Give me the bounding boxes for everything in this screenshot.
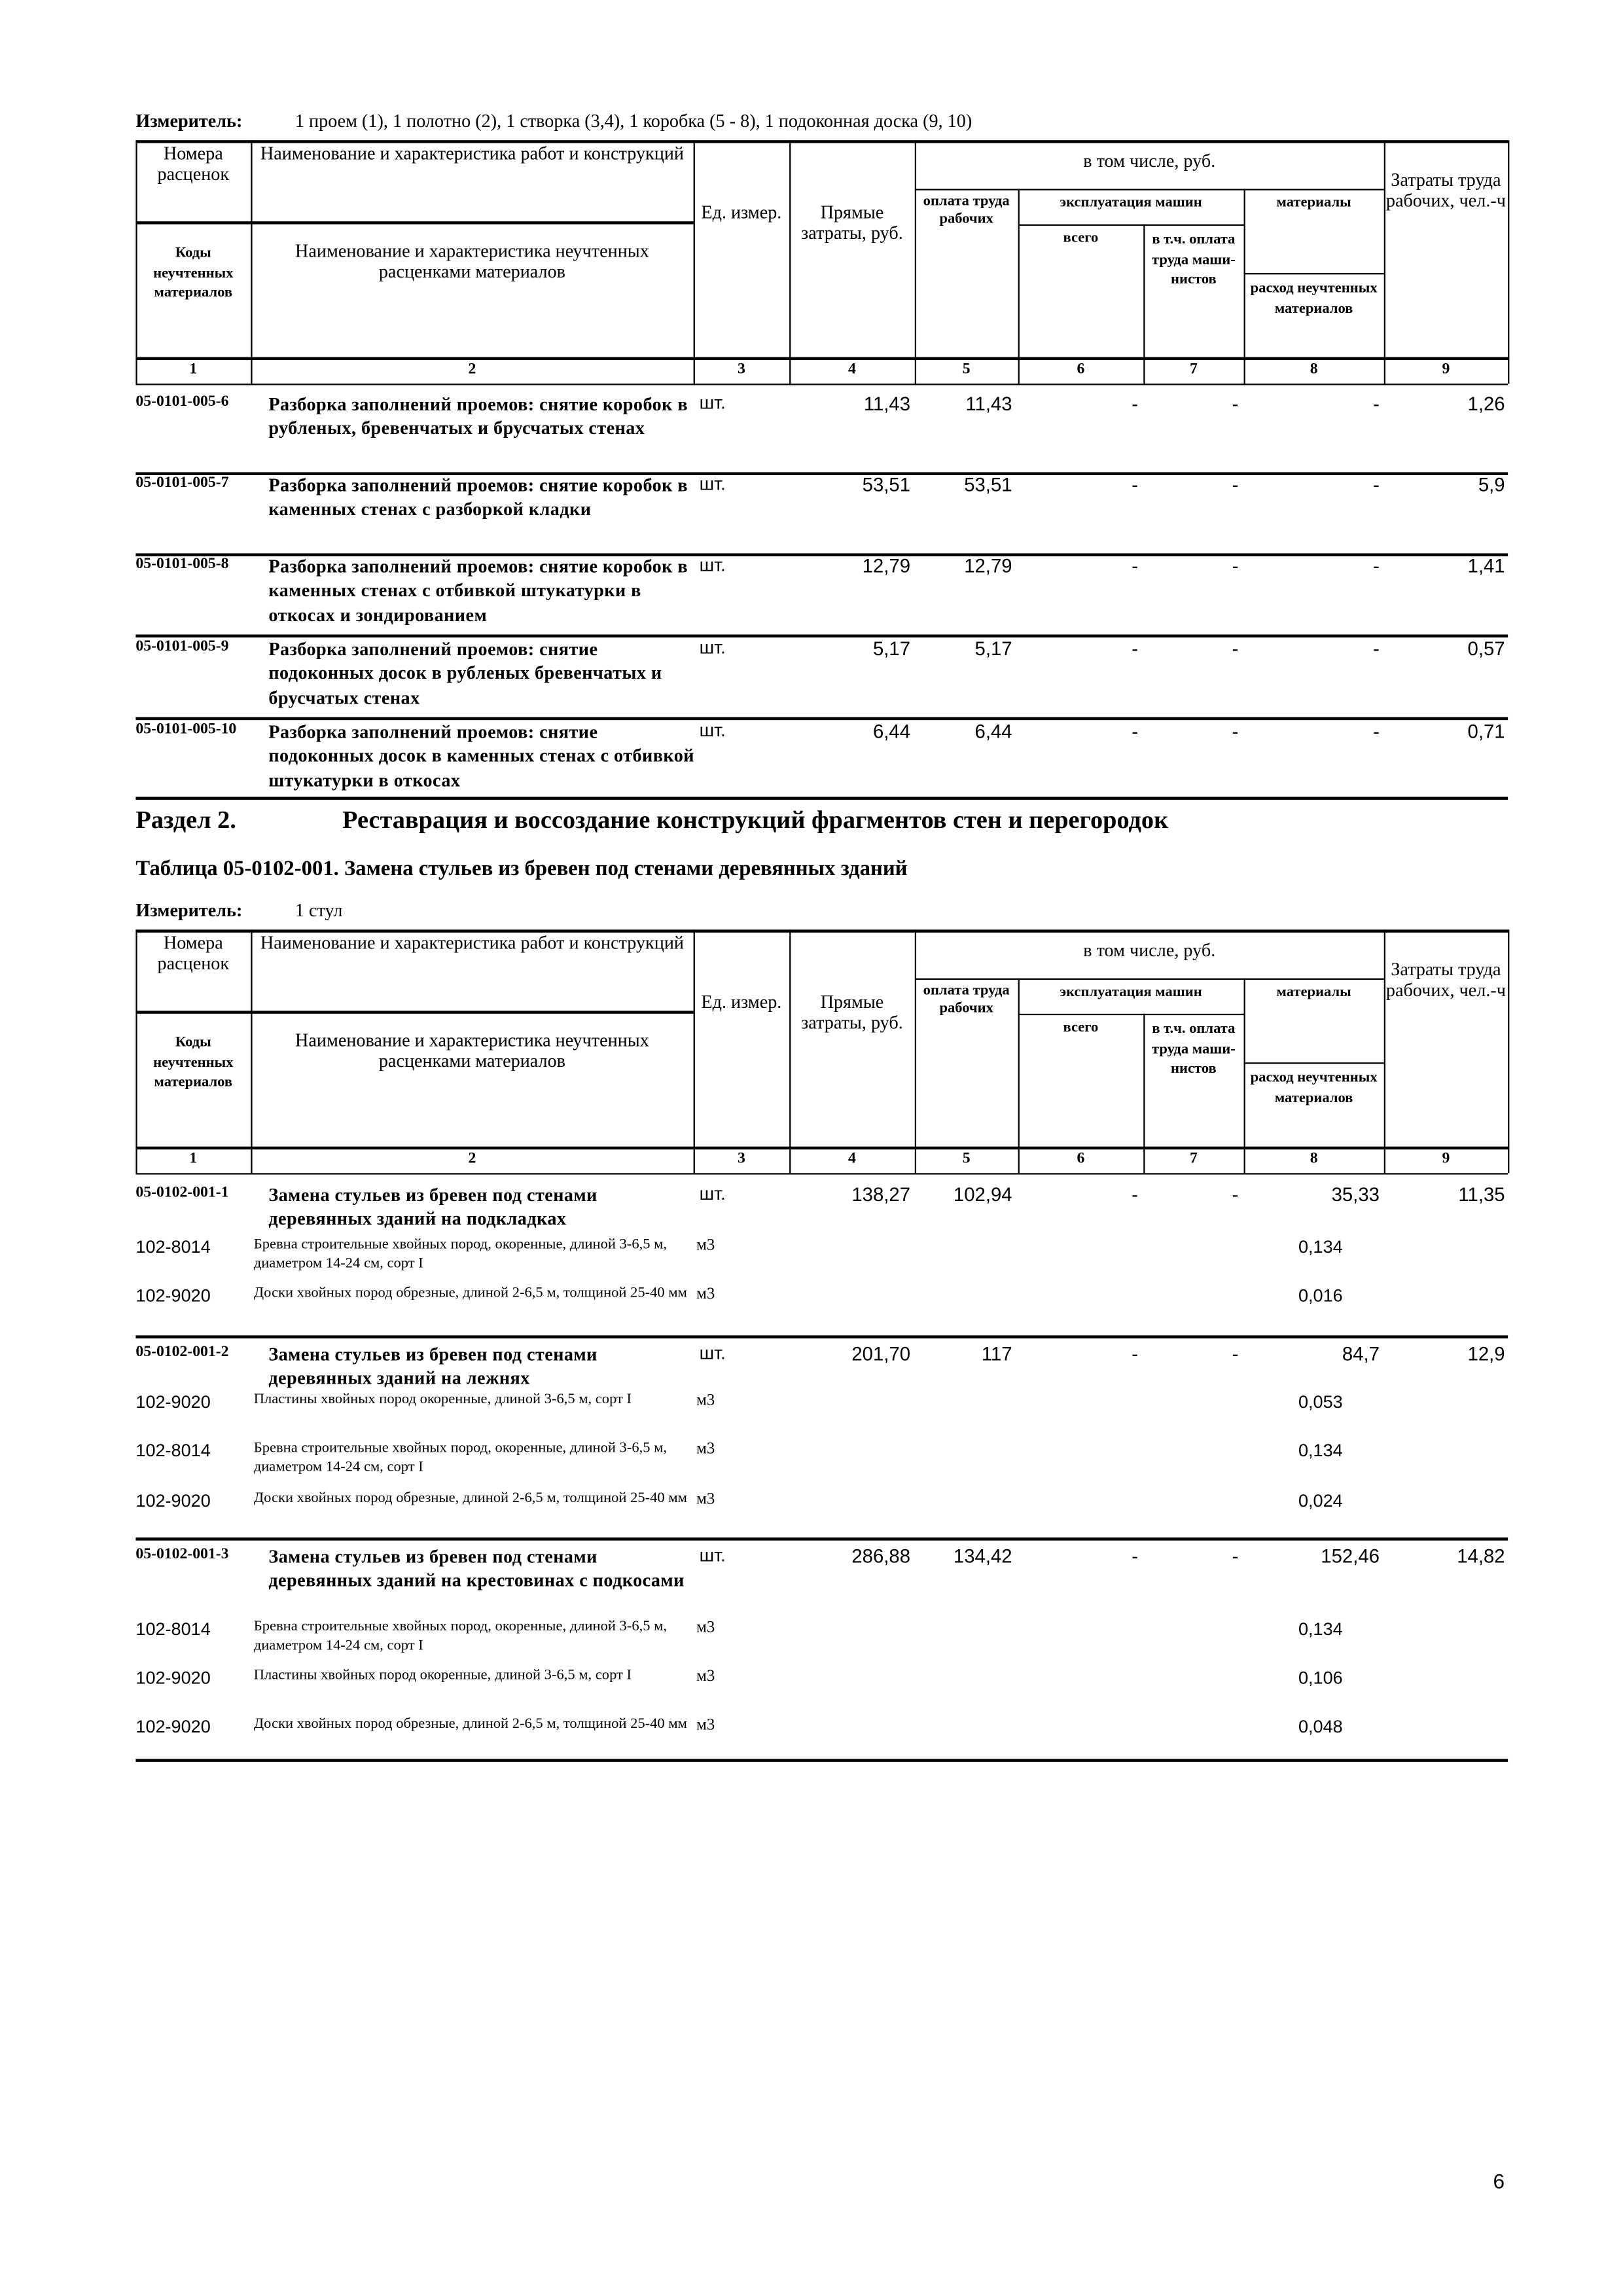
rule-line [135,1537,1508,1541]
material-unit: м3 [696,1391,715,1410]
rule-line [915,189,1384,190]
meter-label-2: Измеритель: [135,900,243,921]
machinist-wages: - [1232,1342,1239,1365]
direct-costs: 286,88 [851,1545,911,1568]
header-direct-costs: Прямые затраты, руб. [801,992,903,1033]
rate-code: 05-0101-005-9 [135,639,229,655]
header-material-name: Наименование и характеристика неучтенных расценками материалов [295,240,649,283]
material-code: 102-9020 [135,1490,211,1511]
rule-line [1018,1014,1244,1015]
column-number: 3 [737,361,745,378]
work-description: Замена стульев из бревен под стенами деревянных зданий на подкладках [268,1185,597,1230]
wages: 6,44 [974,720,1012,743]
wages: 117 [981,1342,1012,1365]
machines-total: - [1132,1183,1138,1206]
material-code: 102-8014 [135,1236,211,1257]
labor-costs: 0,57 [1467,637,1505,660]
header-labor-costs: Затраты труда рабочих, чел.-ч [1385,959,1506,1001]
material-description: Пластины хвойных пород окоренные, длиной 3-6,5 м, сорт I [253,1667,632,1684]
material-unit: м3 [696,1619,715,1637]
direct-costs: 138,27 [851,1183,911,1206]
rule-line [1018,224,1244,226]
unit: шт. [699,1183,726,1204]
work-description: Замена стульев из бревен под стенами деревянных зданий на лежнях [268,1344,597,1390]
machines-total: - [1132,720,1138,743]
rule-line [135,384,1508,385]
header-including: в том числе, руб. [1083,940,1216,961]
material-code: 102-8014 [135,1619,211,1640]
rate-code: 05-0102-001-3 [135,1546,229,1563]
work-description: Разборка заполнений проемов: снятие подоконных досок в каменных стенах с отбивкой штукатурки в откосах [268,721,694,791]
labor-costs: 1,26 [1467,392,1505,415]
header-rate-numbers: Номера расценок [157,932,230,975]
table2-title: Таблица 05-0102-001. Замена стульев из бревен под стенами деревянных зданий [135,857,908,881]
header-material-name: Наименование и характеристика неучтенных расценками материалов [295,1030,649,1072]
material-quantity: 0,016 [1298,1285,1343,1306]
header-materials: материалы [1276,194,1351,211]
header-materials: материалы [1276,984,1351,1001]
material-unit: м3 [696,1285,715,1303]
rule-line [1244,273,1384,274]
wages: 11,43 [965,392,1012,415]
material-quantity: 0,134 [1298,1619,1343,1640]
column-number: 4 [848,361,856,378]
rate-code: 05-0102-001-1 [135,1185,229,1202]
labor-costs: 14,82 [1457,1545,1505,1568]
material-description: Бревна строительные хвойных пород, окоренные, длиной 3-6,5 м, диаметром 14-24 см, сорт I [253,1440,668,1475]
meter-value-1: 1 проем (1), 1 полотно (2), 1 створка (3,4), 1 коробка (5 - 8), 1 подоконная доска (9, 10) [294,111,972,132]
column-divider [1508,140,1509,384]
materials-cost: - [1373,554,1380,577]
material-unit: м3 [696,1490,715,1509]
column-divider [1018,978,1020,1174]
material-quantity: 0,134 [1298,1440,1343,1461]
column-number: 2 [468,1151,476,1168]
rule-line [135,1335,1508,1338]
rule-line [135,1759,1508,1762]
column-divider [915,929,916,1173]
direct-costs: 11,43 [863,392,911,415]
header-unaccounted-materials: расход неучтенных материалов [1250,280,1378,317]
rule-line [1244,1062,1384,1064]
rule-line [135,1147,1508,1150]
header-unit: Ед. измер. [701,202,782,223]
header-direct-costs: Прямые затраты, руб. [801,202,903,244]
header-material-codes: Коды неучтенных материалов [153,1034,234,1091]
rule-line [135,357,1508,361]
machines-total: - [1132,1545,1138,1568]
material-unit: м3 [696,1236,715,1255]
header-rate-numbers: Номера расценок [157,143,230,185]
material-quantity: 0,024 [1298,1490,1343,1511]
material-unit: м3 [696,1667,715,1685]
column-divider [694,140,695,384]
unit: шт. [699,720,726,741]
column-divider [694,929,695,1173]
unit: шт. [699,392,726,414]
column-number: 9 [1442,361,1450,378]
work-description: Разборка заполнений проемов: снятие подоконных досок в рубленых бревенчатых и брусчатых стенах [268,639,662,708]
header-machines: эксплуатация машин [1060,984,1202,1001]
work-description: Разборка заполнений проемов: снятие коробок в каменных стенах с отбивкой штукатурки в откосах и зондированием [268,556,688,625]
column-number: 7 [1189,1151,1198,1168]
header-machinist-wages: в т.ч. оплата труда маши-нистов [1151,1021,1236,1077]
direct-costs: 12,79 [862,554,911,577]
labor-costs: 0,71 [1467,720,1505,743]
material-description: Пластины хвойных пород окоренные, длиной 3-6,5 м, сорт I [253,1391,632,1408]
rate-code: 05-0101-005-10 [135,721,237,738]
material-description: Доски хвойных пород обрезные, длиной 2-6,5 м, толщиной 25-40 мм [253,1285,687,1302]
machines-total: - [1132,473,1138,496]
rule-line [135,221,693,224]
direct-costs: 53,51 [862,473,911,496]
machinist-wages: - [1232,554,1239,577]
column-divider [789,140,791,384]
material-description: Бревна строительные хвойных пород, окоренные, длиной 3-6,5 м, диаметром 14-24 см, сорт I [253,1236,668,1272]
header-wages: оплата труда рабочих [923,982,1010,1016]
material-code: 102-9020 [135,1391,211,1412]
wages: 53,51 [964,473,1012,496]
machinist-wages: - [1232,1183,1239,1206]
work-description: Разборка заполнений проемов: снятие коробок в каменных стенах с разборкой кладки [268,475,688,520]
unit: шт. [699,1545,726,1566]
wages: 102,94 [953,1183,1012,1206]
material-description: Доски хвойных пород обрезные, длиной 2-6,5 м, толщиной 25-40 мм [253,1715,687,1732]
materials-cost: - [1373,720,1380,743]
section-title: Реставрация и воссоздание конструкций фрагментов стен и перегородок [342,805,1169,834]
header-work-name: Наименование и характеристика работ и конструкций [260,143,684,164]
labor-costs: 1,41 [1467,554,1505,577]
column-number: 9 [1442,1151,1450,1168]
material-quantity: 0,048 [1298,1715,1343,1737]
labor-costs: 5,9 [1478,473,1505,496]
rate-code: 05-0101-005-6 [135,393,229,410]
unit: шт. [699,1342,726,1364]
header-unit: Ед. измер. [701,992,782,1013]
column-number: 1 [189,361,198,378]
column-divider [915,140,916,384]
work-description: Разборка заполнений проемов: снятие коробок в рубленых, бревенчатых и брусчатых стенах [268,393,688,439]
column-number: 5 [962,1151,971,1168]
materials-cost: 35,33 [1331,1183,1380,1206]
header-machinist-wages: в т.ч. оплата труда маши-нистов [1151,231,1236,288]
material-unit: м3 [696,1715,715,1734]
machinist-wages: - [1232,720,1239,743]
wages: 5,17 [974,637,1012,660]
direct-costs: 5,17 [872,637,911,660]
materials-cost: - [1373,392,1380,415]
material-code: 102-9020 [135,1715,211,1737]
column-number: 7 [1189,361,1198,378]
rate-code: 05-0101-005-8 [135,556,229,573]
wages: 12,79 [964,554,1012,577]
materials-cost: 84,7 [1342,1342,1380,1365]
header-work-name: Наименование и характеристика работ и конструкций [260,932,684,954]
labor-costs: 12,9 [1467,1342,1505,1365]
column-number: 6 [1077,1151,1085,1168]
material-quantity: 0,106 [1298,1667,1343,1689]
column-number: 2 [468,361,476,378]
machines-total: - [1132,554,1138,577]
labor-costs: 11,35 [1458,1183,1505,1206]
materials-cost: 152,46 [1321,1545,1380,1568]
material-unit: м3 [696,1440,715,1458]
header-machines: эксплуатация машин [1060,194,1202,211]
machines-total: - [1132,392,1138,415]
material-quantity: 0,053 [1298,1391,1343,1412]
rate-code: 05-0101-005-7 [135,475,229,492]
rule-line [135,1173,1508,1174]
material-code: 102-8014 [135,1440,211,1461]
direct-costs: 201,70 [851,1342,911,1365]
unit: шт. [699,554,726,576]
material-description: Доски хвойных пород обрезные, длиной 2-6,5 м, толщиной 25-40 мм [253,1490,687,1507]
header-including: в том числе, руб. [1083,150,1216,171]
material-description: Бревна строительные хвойных пород, окоренные, длиной 3-6,5 м, диаметром 14-24 см, сорт I [253,1619,668,1654]
header-machines-total: всего [1063,1019,1099,1036]
column-divider [1508,929,1509,1173]
meter-value-2: 1 стул [294,900,343,921]
material-code: 102-9020 [135,1285,211,1306]
materials-cost: - [1373,637,1380,660]
column-divider [1018,189,1020,384]
column-number: 1 [189,1151,198,1168]
column-number: 4 [848,1151,856,1168]
section-label: Раздел 2. [135,805,236,834]
page-number: 6 [1493,2169,1505,2193]
machinist-wages: - [1232,392,1239,415]
unit: шт. [699,473,726,495]
header-unaccounted-materials: расход неучтенных материалов [1250,1069,1378,1106]
column-number: 3 [737,1151,745,1168]
meter-label-1: Измеритель: [135,111,243,132]
machinist-wages: - [1232,637,1239,660]
machines-total: - [1132,637,1138,660]
header-material-codes: Коды неучтенных материалов [153,245,234,301]
column-number: 8 [1310,361,1318,378]
header-labor-costs: Затраты труда рабочих, чел.-ч [1385,170,1506,212]
work-description: Замена стульев из бревен под стенами деревянных зданий на крестовинах с подкосами [268,1546,685,1591]
materials-cost: - [1373,473,1380,496]
machines-total: - [1132,1342,1138,1365]
rate-code: 05-0102-001-2 [135,1344,229,1361]
header-wages: оплата труда рабочих [923,193,1010,227]
rule-line [135,797,1508,800]
rule-line [915,978,1384,980]
rule-line [135,1011,693,1014]
unit: шт. [699,637,726,658]
material-quantity: 0,134 [1298,1236,1343,1257]
direct-costs: 6,44 [872,720,911,743]
column-number: 6 [1077,361,1085,378]
column-divider [789,929,791,1173]
material-code: 102-9020 [135,1667,211,1689]
machinist-wages: - [1232,1545,1239,1568]
column-number: 8 [1310,1151,1318,1168]
column-number: 5 [962,361,971,378]
wages: 134,42 [953,1545,1012,1568]
header-machines-total: всего [1063,230,1099,247]
machinist-wages: - [1232,473,1239,496]
